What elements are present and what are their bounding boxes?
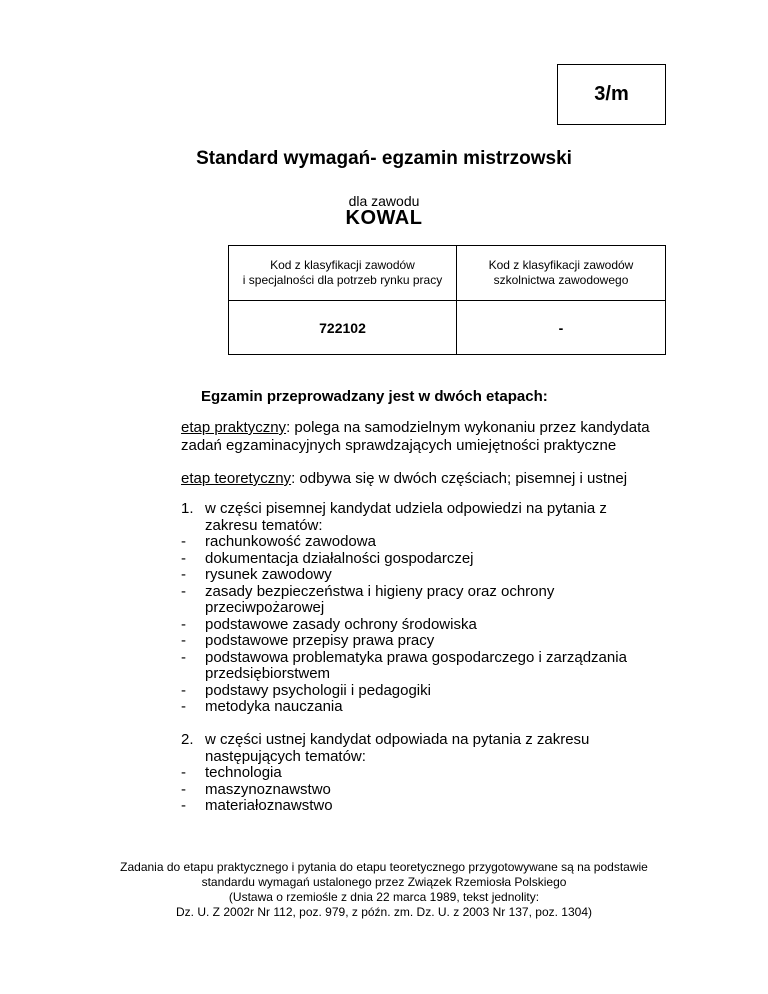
list-text: podstawowa problematyka prawa gospodarczego i zarządzania [205,648,627,666]
table-value-cell: 722102 [229,301,457,355]
list-text: dokumentacja działalności gospodarczej [205,549,474,567]
list-text: w części pisemnej kandydat udziela odpowiedzi na pytania z [205,500,607,517]
list-text: w części ustnej kandydat odpowiada na pytania z zakresu [205,731,590,748]
list-number: 1. [181,500,194,517]
document-code-box [557,64,666,125]
list-text: zasady bezpieczeństwa i higieny pracy oraz ochrony [205,582,555,600]
footer-line: (Ustawa o rzemiośle z dnia 22 marca 1989, tekst jednolity: [228,890,540,904]
table-header-cell [229,246,457,301]
list-text: metodyka nauczania [205,698,343,715]
list-text: materiałoznawstwo [205,797,333,814]
theory-label: etap teoretyczny [181,470,292,487]
list-text: przedsiębiorstwem [205,665,331,682]
bullet: - [181,615,186,633]
oral-part-list [181,732,589,815]
bullet: - [181,549,186,567]
footer-line: standardu wymagań ustalonego przez Związek Rzemiosła Polskiego [201,875,567,889]
footer-line: Zadania do etapu praktycznego i pytania do etapu teoretycznego przygotowywane są na podstawie [120,860,648,874]
list-text: podstawy psychologii i pedagogiki [205,681,431,699]
practical-label: etap praktyczny [181,419,287,436]
list-item [181,534,627,551]
list-text: maszynoznawstwo [205,780,331,798]
theory-text: : odbywa się w dwóch częściach; pisemnej i ustnej [291,470,628,487]
list-item [181,584,627,601]
bullet: - [181,681,186,699]
header-line: Kod z klasyfikacji zawodów [270,258,415,272]
practical-line [181,419,650,437]
list-item [181,683,627,700]
footer-note [0,860,768,920]
list-item [181,732,589,749]
table-header-cell [457,246,666,301]
bullet: - [181,533,186,550]
bullet: - [181,780,186,798]
list-item [181,617,627,634]
stages-heading: Egzamin przeprowadzany jest w dwóch etapach: [201,388,548,405]
list-text: następujących tematów: [205,747,366,765]
bullet: - [181,582,186,600]
list-text: przeciwpożarowej [205,599,325,616]
practical-line: zadań egzaminacyjnych sprawdzających umiejętności praktyczne [181,437,617,454]
list-item [181,650,627,667]
bullet: - [181,797,186,814]
bullet: - [181,566,186,583]
table-value-cell: - [457,301,666,355]
document-code: 3/m [594,83,629,105]
list-text: technologia [205,764,282,781]
bullet: - [181,698,186,715]
list-item [181,501,627,518]
written-part-list [181,501,627,716]
list-item [181,782,589,799]
practical-stage-paragraph [181,419,650,455]
list-number: 2. [181,731,194,748]
list-item [181,633,627,650]
profession-name: KOWAL [345,207,423,229]
theory-stage-paragraph [181,470,627,488]
bullet: - [181,764,186,781]
list-item [181,567,627,584]
table-value-row [229,301,666,355]
document-subtitle: dla zawodu [348,193,420,209]
practical-text: : polega na samodzielnym wykonaniu przez kandydata [286,419,650,436]
list-item [181,518,627,535]
classification-table [228,245,666,355]
list-text: podstawowe zasady ochrony środowiska [205,615,477,633]
list-item [181,749,589,766]
bullet: - [181,648,186,666]
header-line: Kod z klasyfikacji zawodów [488,258,634,272]
header-line: i specjalności dla potrzeb rynku pracy [242,273,443,287]
list-item [181,551,627,568]
table-header-row [229,246,666,301]
list-text: rachunkowość zawodowa [205,533,376,550]
header-line: szkolnictwa zawodowego [493,273,629,287]
document-title: Standard wymagań- egzamin mistrzowski [196,148,572,169]
list-item [181,666,627,683]
list-item [181,765,589,782]
list-text: zakresu tematów: [205,516,323,534]
bullet: - [181,632,186,649]
list-text: podstawowe przepisy prawa pracy [205,632,435,649]
list-text: rysunek zawodowy [205,566,332,583]
list-item [181,798,589,815]
list-item [181,699,627,716]
footer-line: Dz. U. Z 2002r Nr 112, poz. 979, z późn. zm. Dz. U. z 2003 Nr 137, poz. 1304) [176,905,592,919]
list-item [181,600,627,617]
